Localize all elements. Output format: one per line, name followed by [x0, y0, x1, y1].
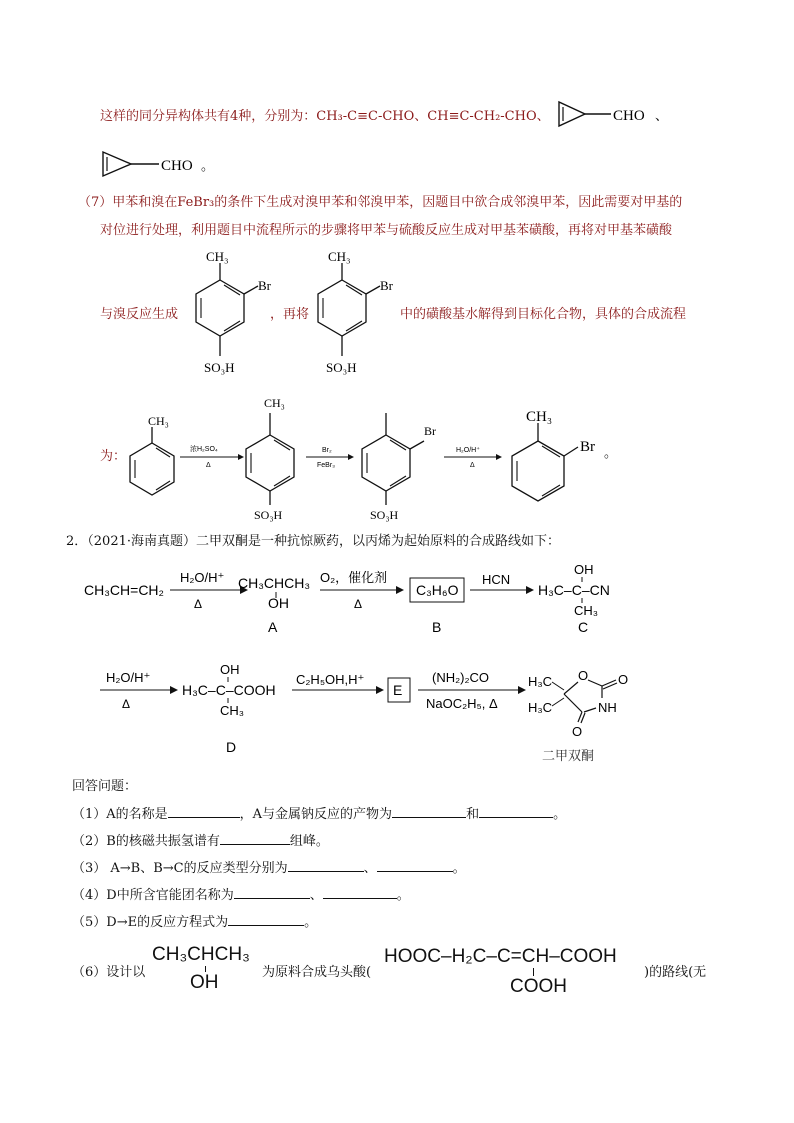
cyclopropene-aldehyde-2	[97, 146, 227, 186]
synthesis-route-row2	[80, 660, 780, 770]
compound-c-methyl: CH₃	[574, 603, 599, 618]
q1-text-c: 和	[466, 807, 480, 822]
arrow-sulfonation	[180, 444, 244, 469]
arrow-oxidation	[320, 570, 404, 611]
q4-text-a: （4）D中所含官能团名称为	[72, 888, 234, 903]
compound-a-hydroxyl: OH	[268, 595, 289, 611]
label-a: A	[268, 619, 278, 635]
q4-text-c: 。	[396, 888, 410, 903]
cond-heat: Δ	[470, 462, 475, 469]
cond-sulfuric-acid: 浓H₂SO₄	[190, 446, 218, 453]
bromo-label: Br	[258, 278, 271, 293]
q1-text-a: （1）A的名称是	[72, 807, 168, 822]
answer-prompt: 回答问题：	[72, 779, 138, 794]
bromo-methylbenzenesulfonic-acid-1	[180, 248, 280, 383]
ring-nh: NH	[598, 700, 617, 715]
arrow-hydrolysis	[444, 446, 502, 469]
sulfo-label: SO₃H	[254, 508, 283, 522]
question-2-6-mid: 为原料合成乌头酸(	[262, 965, 372, 980]
question-2-4	[72, 886, 410, 905]
ring-oxygen: O	[578, 668, 589, 683]
toluene-to-bromotoluene-scheme	[120, 396, 640, 523]
q1-text-b: ，A与金属钠反应的产物为	[239, 807, 393, 822]
methyl-label: CH₃	[148, 414, 169, 428]
q1-text-d: 。	[553, 807, 567, 822]
compound-c-main: H₃C–C–CN	[538, 582, 610, 598]
compound-a-chain: CH₃CHCH₃	[238, 575, 311, 591]
cond-febr3: FeBr₃	[317, 462, 336, 469]
arrow-bromination	[306, 447, 354, 469]
reagent-oxygen-catalyst: O₂，催化剂	[320, 570, 388, 585]
answer-blank-reaction-type-2[interactable]	[377, 859, 453, 872]
arrow-hydration	[170, 570, 248, 611]
methyl-label: CH₃	[206, 249, 229, 264]
bromo-label: Br	[580, 439, 595, 455]
label-b: B	[432, 619, 442, 635]
q5-text-a: （5）D→E的反应方程式为	[72, 915, 229, 930]
reagent-hcn: HCN	[482, 572, 511, 587]
q3-text-c: 。	[452, 861, 466, 876]
arrow-hcn-addition	[470, 572, 534, 594]
compound-c-hydroxyl: OH	[574, 562, 594, 577]
cyclopropene-aldehyde-1	[553, 96, 673, 136]
propene-formula: CH₃CH=CH₂	[84, 582, 164, 598]
reagent-urea: (NH₂)₂CO	[432, 670, 490, 685]
answer-blank-product-2[interactable]	[479, 805, 553, 818]
arrow-esterification	[292, 672, 384, 694]
sulfo-label: SO₃H	[326, 360, 357, 375]
part7-line4: 为：	[100, 449, 127, 464]
q3-text-b: 、	[363, 861, 377, 876]
cond-acid-water: H₂O/H⁺	[456, 447, 480, 454]
q6-isopropanol-chain: CH₃CHCH₃	[152, 944, 250, 965]
compound-d-methyl: CH₃	[220, 703, 245, 718]
carbonyl-oxygen-1: O	[618, 672, 629, 687]
p-toluenesulfonic-acid-structure	[246, 396, 294, 522]
part7-line3b: ，再将	[270, 307, 310, 322]
cond-heat: Δ	[206, 462, 211, 469]
isomer-sentence: 这样的同分异构体共有4种，分别为：CH₃-C≡C-CHO、CH≡C-CH₂-CHO、	[100, 109, 550, 124]
reagent-sodium-ethoxide: NaOC₂H₅, Δ	[426, 696, 498, 711]
q5-text-b: 。	[304, 915, 318, 930]
answer-blank-functional-group-2[interactable]	[323, 886, 397, 899]
cho-label: CHO	[613, 108, 645, 124]
q2-text-b: 组峰。	[289, 834, 329, 849]
q6-isopropanol-hydroxyl: OH	[190, 972, 219, 993]
q2-text-a: （2）B的核磁共振氢谱有	[72, 834, 220, 849]
methyl-group-2: H₃C	[528, 700, 553, 715]
methyl-label: CH₃	[328, 249, 351, 264]
reagent-acid-water: H₂O/H⁺	[106, 670, 151, 685]
question-2-intro: 2．（2021·海南真题）二甲双酮是一种抗惊厥药，以丙烯为起始原料的合成路线如下：	[66, 534, 560, 549]
answer-blank-reaction-type-1[interactable]	[288, 859, 364, 872]
part7-line3a: 与溴反应生成	[100, 307, 179, 322]
synthesis-route-row1	[80, 560, 780, 640]
question-2-2	[72, 832, 329, 851]
reagent-ethanol-acid: C₂H₅OH,H⁺	[296, 672, 365, 687]
answer-blank-a-name[interactable]	[168, 805, 240, 818]
question-2-6-end: )的路线(无	[644, 965, 707, 980]
heat-symbol: Δ	[194, 597, 203, 611]
label-c: C	[578, 619, 589, 635]
answer-blank-functional-group-1[interactable]	[234, 886, 310, 899]
comma-sep: 、	[655, 108, 669, 123]
answer-blank-equation[interactable]	[228, 913, 304, 926]
heat-symbol: Δ	[354, 597, 363, 611]
sulfo-label: SO₃H	[370, 508, 399, 522]
label-d: D	[226, 739, 237, 755]
answer-blank-nmr-peaks[interactable]	[220, 832, 290, 845]
compound-d-main: H₃C–C–COOH	[182, 682, 276, 698]
reagent-acid-water: H₂O/H⁺	[180, 570, 225, 585]
question-2-3	[72, 859, 466, 878]
bromo-methylbenzenesulfonic-acid-2	[302, 248, 402, 383]
methyl-label: CH₃	[264, 396, 285, 410]
cond-bromine: Br₂	[322, 447, 332, 454]
methyl-label: CH₃	[526, 409, 553, 425]
arrow-cyclization	[418, 670, 526, 711]
question-2-6-start: （6）设计以	[72, 965, 146, 980]
sulfo-label: SO₃H	[204, 360, 235, 375]
o-bromotoluene-structure	[512, 409, 617, 501]
compound-e-label: E	[393, 682, 403, 698]
carbonyl-oxygen-2: O	[572, 724, 583, 739]
toluene-structure	[130, 414, 174, 495]
product-name: 二甲双酮	[542, 748, 595, 763]
compound-b-formula: C₃H₆O	[416, 582, 459, 598]
heat-symbol: Δ	[122, 697, 131, 711]
q6-bond-2	[533, 968, 534, 976]
cho-label: CHO	[161, 158, 193, 174]
compound-d-hydroxyl: OH	[220, 662, 240, 677]
answer-blank-product-1[interactable]	[392, 805, 466, 818]
period: 。	[604, 445, 618, 460]
part7-line3c: 中的磺酸基水解得到目标化合物，具体的合成流程	[400, 307, 687, 322]
bromo-sulfonic-acid-structure	[362, 413, 436, 522]
q3-text-a: （3） A→B、B→C的反应类型分别为	[72, 861, 288, 876]
q4-text-b: 、	[309, 888, 323, 903]
period: 。	[201, 158, 215, 173]
question-2-5	[72, 913, 317, 932]
q6-aconitic-acid-carboxyl: COOH	[510, 976, 567, 997]
q6-aconitic-acid-chain: HOOC–H₂C–C=CH–COOH	[384, 946, 617, 967]
bromo-label: Br	[424, 424, 436, 438]
bromo-label: Br	[380, 278, 393, 293]
dimethadione-structure	[528, 668, 628, 739]
methyl-group-1: H₃C	[528, 674, 553, 689]
question-2-1	[72, 805, 566, 824]
part7-line1: （7）甲苯和溴在FeBr₃的条件下生成对溴甲苯和邻溴甲苯，因题目中欲合成邻溴甲苯，因此需要对甲基的	[78, 195, 683, 210]
part7-line2: 对位进行处理，利用题目中流程所示的步骤将甲苯与硫酸反应生成对甲基苯磺酸，再将对甲基苯磺酸	[100, 223, 673, 238]
arrow-hydrolysis-2	[100, 670, 178, 711]
